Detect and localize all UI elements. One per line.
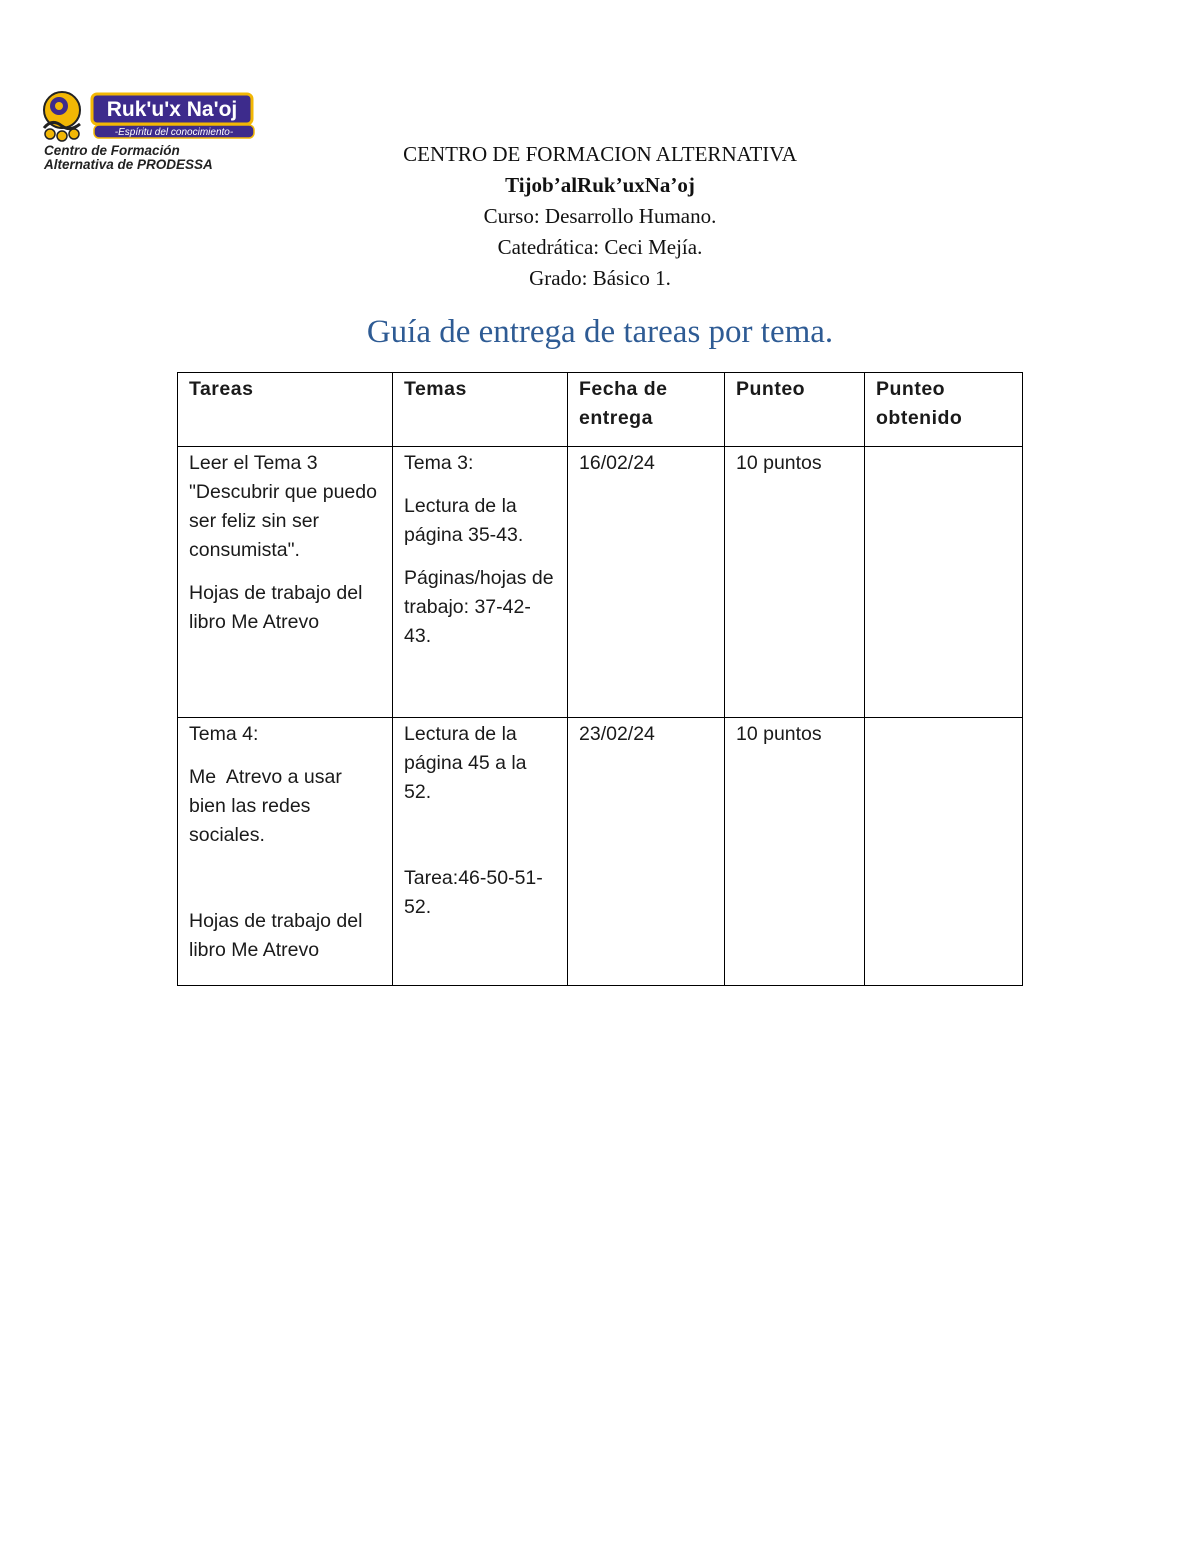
cell-fecha: 23/02/24: [568, 718, 725, 986]
grade-line: Grado: Básico 1.: [529, 266, 671, 290]
logo-name-text: Ruk'u'x Na'oj: [106, 98, 238, 121]
cell-text: Lectura de la página 45 a la 52.: [404, 723, 527, 803]
cell-punteo: 10 puntos: [725, 447, 865, 718]
cell-text: Hojas de trabajo del libro Me Atrevo: [189, 582, 363, 633]
cell-text: Tema 4:: [189, 723, 259, 745]
cell-tareas: [178, 447, 393, 718]
header-fecha: Fecha de entrega: [568, 373, 725, 447]
cell-text: Tarea:46-50-51-52.: [404, 867, 543, 918]
table-row: [178, 718, 1023, 986]
header-punteo: Punteo: [725, 373, 865, 447]
cell-fecha: 16/02/24: [568, 447, 725, 718]
cell-temas: [393, 718, 568, 986]
table-header-row: [178, 373, 1023, 447]
cell-punteo: 10 puntos: [725, 718, 865, 986]
logo-subtitle-line1: Centro de Formación: [44, 143, 180, 158]
cell-punteo-obtenido: [865, 718, 1023, 986]
cell-text: Tema 3:: [404, 452, 474, 474]
header-temas: Temas: [393, 373, 568, 447]
logo-tagline: -Espíritu del conocimiento-: [114, 127, 234, 138]
table-row: [178, 447, 1023, 718]
guide-title: Guía de entrega de tareas por tema.: [366, 314, 834, 350]
institution-name: CENTRO DE FORMACION ALTERNATIVA: [403, 142, 797, 166]
cell-text: Leer el Tema 3 "Descubrir que puedo ser feliz sin ser consumista".: [189, 452, 377, 561]
logo-emblem: [44, 92, 80, 141]
teacher-line: Catedrática: Ceci Mejía.: [497, 235, 703, 259]
header-tareas: Tareas: [178, 373, 393, 447]
course-line: Curso: Desarrollo Humano.: [483, 204, 717, 228]
cell-text: Páginas/hojas de trabajo: 37-42-43.: [404, 567, 554, 647]
cell-text: Hojas de trabajo del libro Me Atrevo: [189, 910, 363, 961]
tasks-table: [177, 372, 1023, 986]
cell-tareas: [178, 718, 393, 986]
logo-subtitle-line2: Alternativa de PRODESSA: [44, 157, 213, 172]
cell-text: Lectura de la página 35-43.: [404, 495, 524, 546]
institution-subtitle: Tijob’alRuk’uxNa’oj: [505, 173, 695, 197]
document-header: [0, 139, 1200, 294]
cell-punteo-obtenido: [865, 447, 1023, 718]
cell-temas: [393, 447, 568, 718]
header-punteo-obtenido: Punteo obtenido: [865, 373, 1023, 447]
cell-text: Me Atrevo a usar bien las redes sociales.: [189, 766, 348, 846]
